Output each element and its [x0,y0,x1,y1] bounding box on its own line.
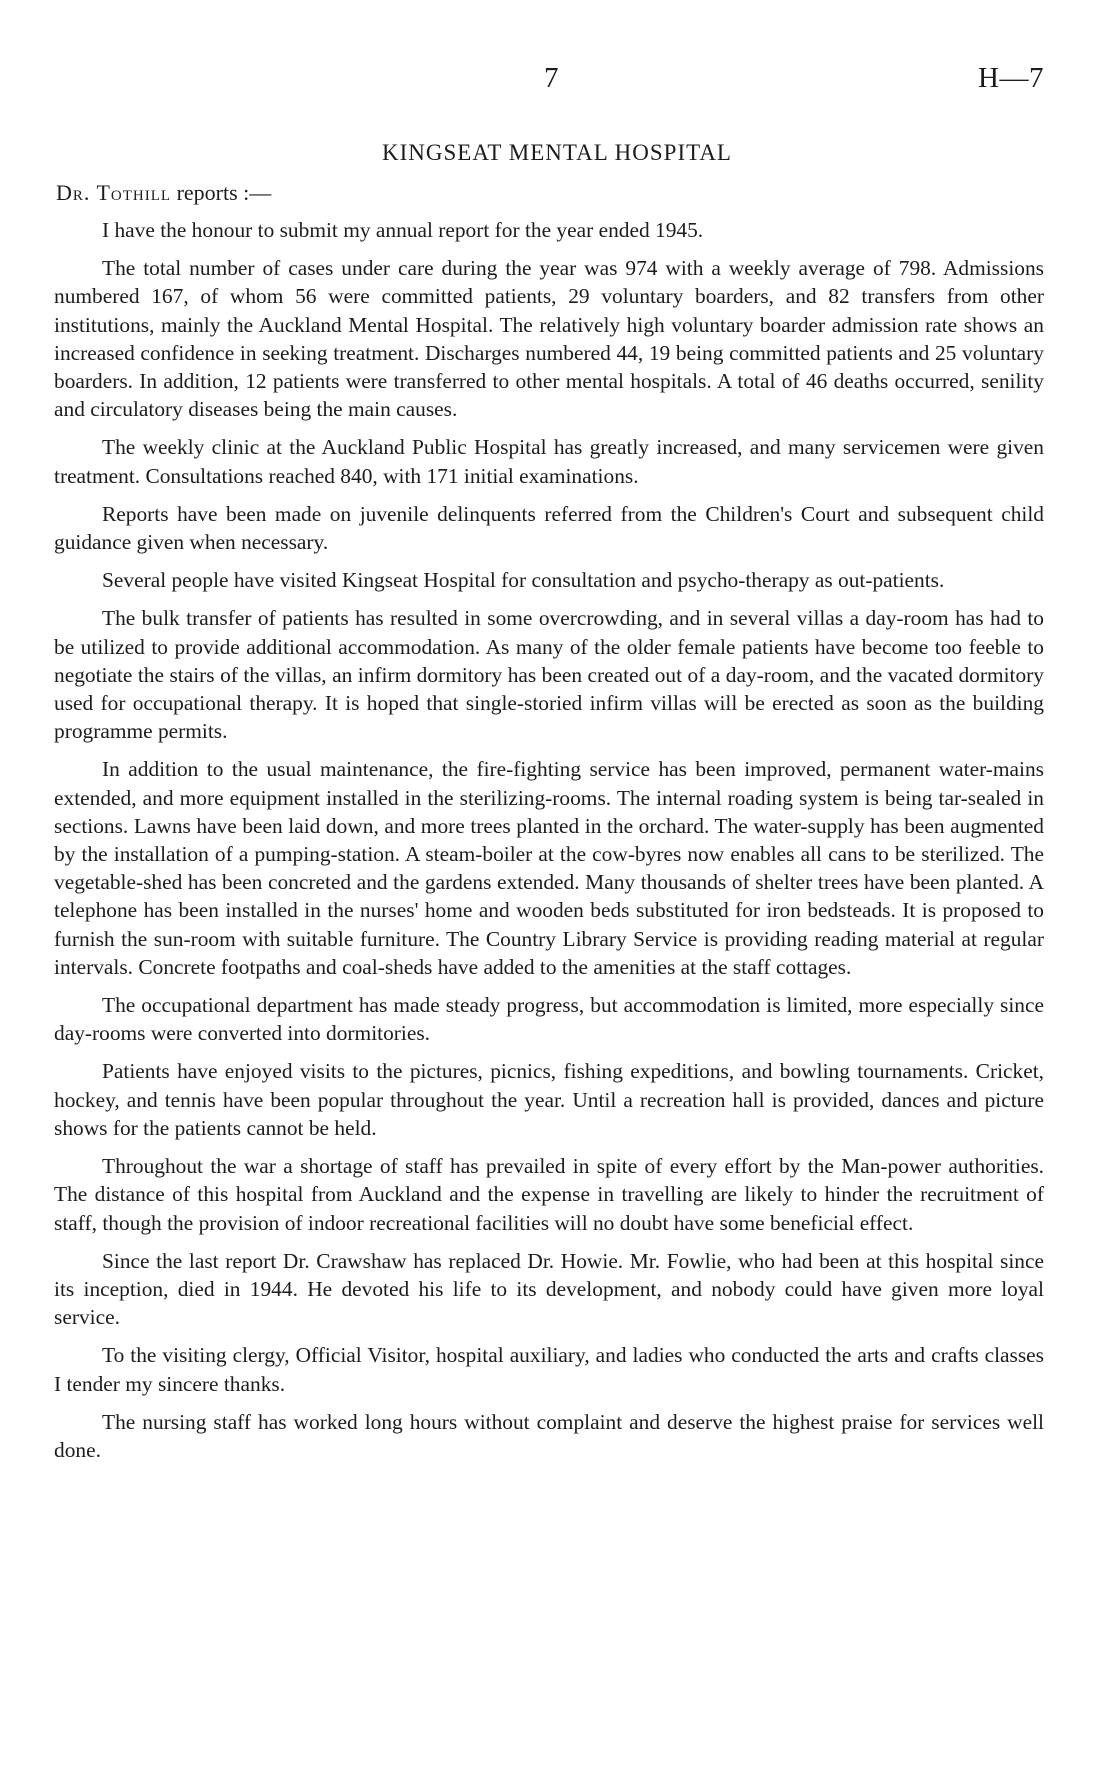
paragraph: To the visiting clergy, Official Visitor, hospital auxiliary, and ladies who conducted the arts and crafts classes I tender my sincere thanks. [54,1343,1044,1396]
paragraph: Throughout the war a shortage of staff has prevailed in spite of every effort by the Man-power authorities. The distance of this hospital from Auckland and the expense in travelling are likely to hinder the recruitment of staff, though the provision of indoor recreational facilities will no doubt have some beneficial effect. [54,1154,1044,1235]
paragraph: Reports have been made on juvenile delinquents referred from the Children's Court and subsequent child guidance given when necessary. [54,501,1044,555]
report-body [54,216,1044,1474]
paragraph: The nursing staff has worked long hours without complaint and deserve the highest praise for services well done. [54,1409,1044,1462]
document-reference: H—7 [978,62,1044,94]
paragraph: In addition to the usual maintenance, the fire-fighting service has been improved, permanent water-mains extended, and more equipment installed in the sterilizing-rooms. The internal roading system is being tar-sealed in sections. Lawns have been laid down, and more trees planted in the orchard. The water-supply has been augmented by the installation of a pumping-station. A steam-boiler at the cow-byres now enables all cans to be sterilized. The vegetable-shed has been concreted and the gardens extended. Many thousands of shelter trees have been planted. A telephone has been installed in the nurses' home and wooden beds substituted for iron bedsteads. It is proposed to furnish the sun-room with suitable furniture. The Country Library Service is providing reading material at regular intervals. Concrete footpaths and coal-sheds have added to the amenities at the staff cottages. [54,757,1044,979]
paragraph: Patients have enjoyed visits to the pictures, picnics, fishing expeditions, and bowling tournaments. Cricket, hockey, and tennis have been popular throughout the year. Until a recreation hall is provided, dances and picture shows for the patients cannot be held. [54,1059,1044,1140]
paragraph: Several people have visited Kingseat Hospital for consultation and psycho-therapy as out-patients. [102,568,945,593]
report-intro [56,180,271,206]
page-number: 7 [544,62,559,94]
paragraph: The occupational department has made steady progress, but accommodation is limited, more especially since day-rooms were converted into dormitories. [54,993,1044,1046]
paragraph: The weekly clinic at the Auckland Public Hospital has greatly increased, and many servicemen were given treatment. Consultations reached 840, with 171 initial examinations. [54,435,1044,488]
page-header [0,62,1114,102]
paragraph: The bulk transfer of patients has resulted in some overcrowding, and in several villas a day-room has had to be utilized to provide additional accommodation. As many of the older female patients have become too feeble to negotiate the stairs of the villas, an infirm dormitory has been created out of a day-room, and the vacated dormitory used for occupational therapy. It is hoped that single-storied infirm villas will be erected as soon as the building programme permits. [54,606,1044,744]
paragraph: The total number of cases under care during the year was 974 with a weekly average of 798. Admissions numbered 167, of whom 56 were committed patients, 29 voluntary boarders, and 82 transfers from other institutions, mainly the Auckland Mental Hospital. The relatively high voluntary boarder admission rate shows an increased confidence in seeking treatment. Discharges numbered 44, 19 being committed patients and 25 voluntary boarders. In addition, 12 patients were transferred to other mental hospitals. A total of 46 deaths occurred, senility and circulatory diseases being the main causes. [54,256,1044,422]
section-title: KINGSEAT MENTAL HOSPITAL [382,140,732,165]
intro-suffix: reports :— [171,180,272,205]
reporter-name: Dr. Tothill [56,180,172,205]
paragraph: I have the honour to submit my annual report for the year ended 1945. [102,218,704,242]
paragraph: Since the last report Dr. Crawshaw has replaced Dr. Howie. Mr. Fowlie, who had been at this hospital since its inception, died in 1944. He devoted his life to its development, and nobody could have given more loyal service. [54,1248,1044,1330]
